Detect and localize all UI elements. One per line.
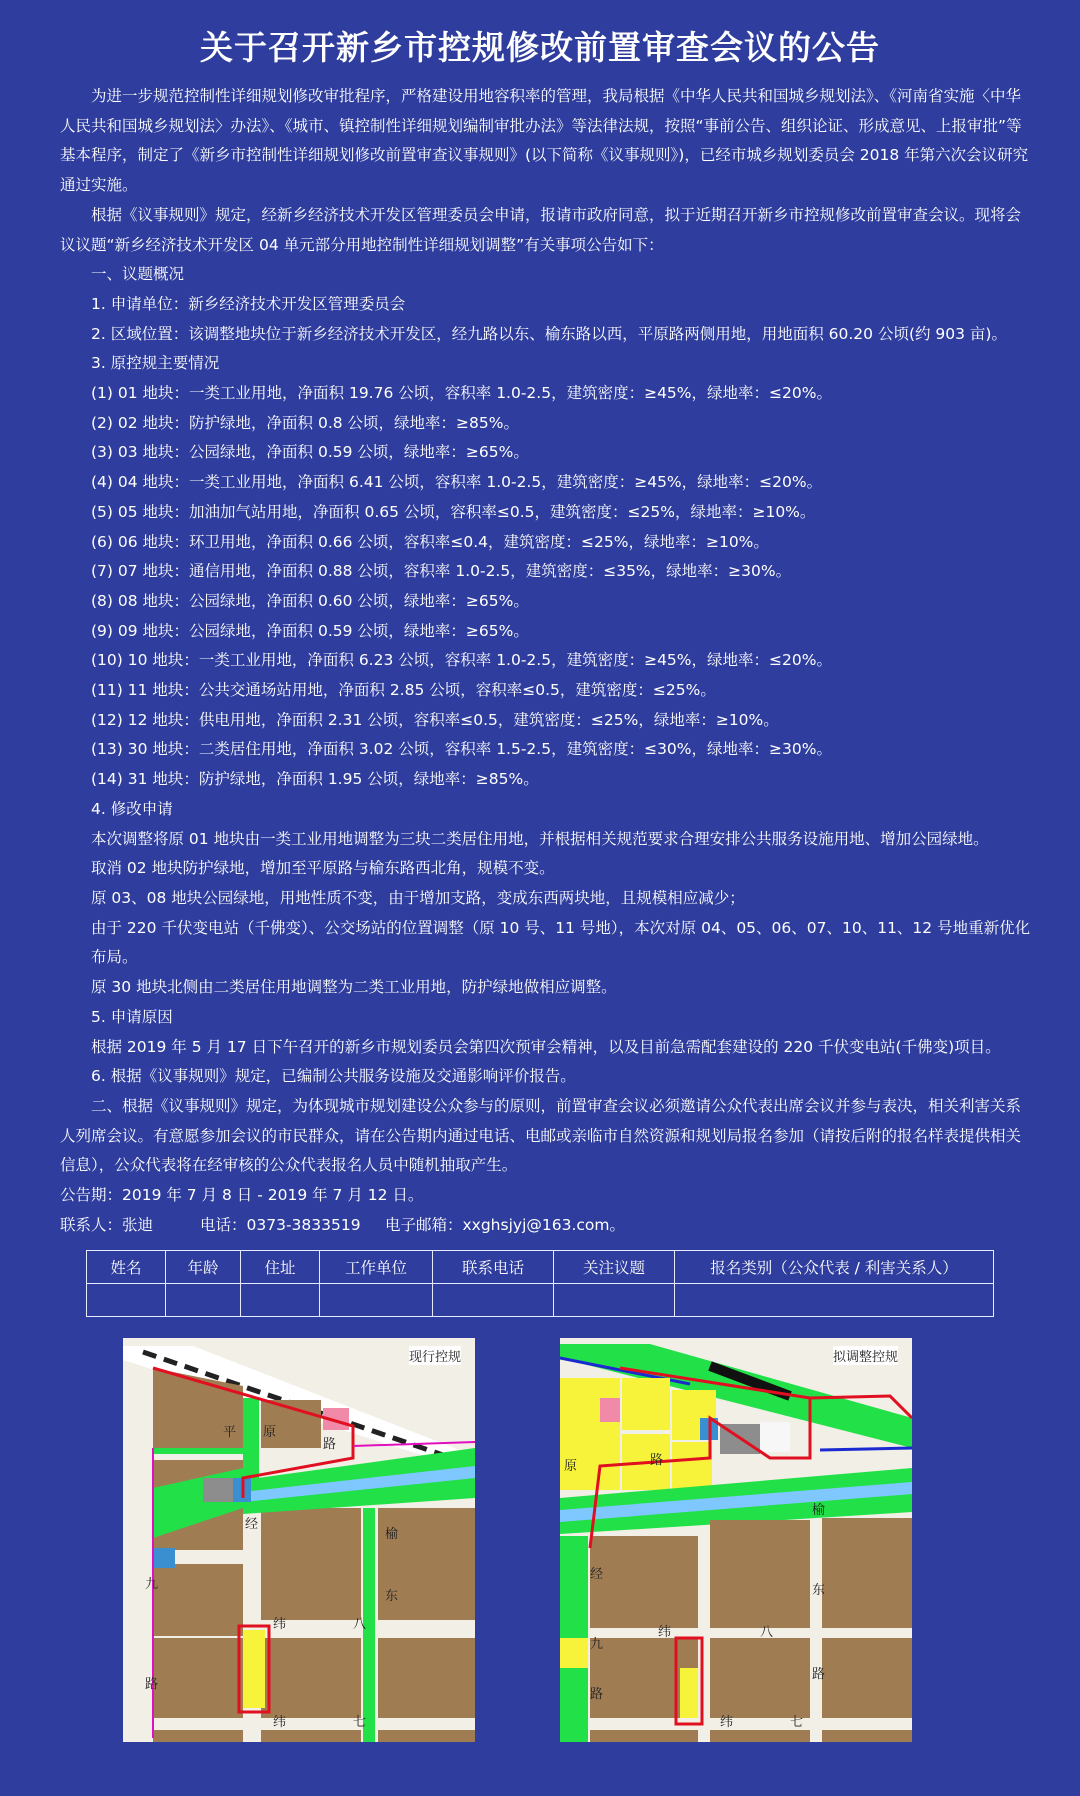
plot-item: (7) 07 地块：通信用地，净面积 0.88 公顷，容积率 1.0-2.5，建筑密度：≤35%，绿地率：≥30%。 [91,562,792,581]
road-label: 东 [385,1589,399,1604]
industrial-block [261,1730,361,1742]
current-plan-map [123,1338,475,1742]
road-label: 九 [145,1577,159,1592]
road-label: 八 [353,1617,367,1632]
road-label: 路 [650,1453,664,1468]
road-label: 路 [323,1437,337,1452]
list-item: 3. 原控规主要情况 [91,354,220,373]
residential-block [680,1668,698,1718]
list-item: 5. 申请原因 [91,1007,173,1026]
road-label: 路 [145,1677,159,1692]
utility-block [153,1548,175,1568]
intro-paragraph: 根据《议事规则》规定，经新乡经济技术开发区管理委员会申请，报请市政府同意，拟于近期召开新乡市控规修改前置审查会议。现将会议议题“新乡经济技术开发区 04 单元部分用地控制性详细规划调整”有关事项公告如下： [60,205,1022,254]
road-label: 纬 [658,1625,672,1640]
contact-phone: 电话：0373-3833519 [200,1215,361,1234]
map-label: 拟调整控规 [833,1346,898,1365]
road-label: 九 [590,1637,604,1652]
header-workplace: 工作单位 [320,1251,433,1284]
header-age: 年龄 [166,1251,241,1284]
road-label: 经 [245,1517,259,1532]
plot-item: (5) 05 地块：加油加气站用地，净面积 0.65 公顷，容积率≤0.5，建筑密度：≤25%，绿地率：≥10%。 [91,502,816,521]
industrial-block [378,1730,475,1742]
change-item: 由于 220 千伏变电站（千佛变）、公交场站的位置调整（原 10 号、11 号地），本次对原 04、05、06、07、10、11、12 号地重新优化布局。 [91,918,1031,967]
unit-boundary [820,1448,912,1450]
proposed-plan-svg [560,1338,912,1742]
change-item: 本次调整将原 01 地块由一类工业用地调整为三块二类居住用地，并根据相关规范要求合理安排公共服务设施用地、增加公园绿地。 [91,829,989,848]
road-label: 纬 [720,1715,734,1730]
road-label: 东 [812,1583,826,1598]
table-cell [433,1284,554,1317]
intro-paragraph: 为进一步规范控制性详细规划修改审批程序，严格建设用地容积率的管理，我局根据《中华人民共和国城乡规划法》、《河南省实施〈中华人民共和国城乡规划法〉办法》、《城市、镇控制性详细规划编制审批办法》等法律法规，按照“事前公告、组织论证、形成意见、上报审批”等基本程序，制定了《新乡市控制性详细规划修改前置审查议事规则》(以下简称《议事规则》)，已经市城乡规划委员会 2018 年第六次会议研究通过实施。 [60,87,1029,195]
industrial-block [822,1730,912,1742]
public-service-block [600,1398,620,1422]
table-row [87,1284,994,1317]
road-label: 经 [590,1567,604,1582]
road-label: 平 [223,1425,237,1440]
change-item: 原 30 地块北侧由二类居住用地调整为二类工业用地，防护绿地做相应调整。 [91,978,617,997]
table-header-row [87,1251,994,1284]
change-item: 取消 02 地块防护绿地，增加至平原路与榆东路西北角，规模不变。 [91,859,555,878]
plot-item: (12) 12 地块：供电用地，净面积 2.31 公顷，容积率≤0.5，建筑密度：≤25%，绿地率：≥10%。 [91,710,779,729]
page-title: 关于召开新乡市控规修改前置审查会议的公告 [200,28,880,67]
table-cell [320,1284,433,1317]
plot-item: (10) 10 地块：一类工业用地，净面积 6.23 公顷，容积率 1.0-2.5，建筑密度：≥45%，绿地率：≤20%。 [91,651,832,670]
table-cell [166,1284,241,1317]
residential-block [243,1630,265,1708]
industrial-block [153,1638,243,1718]
header-category: 报名类别（公众代表 / 利害关系人） [675,1251,994,1284]
map-label: 现行控规 [409,1346,461,1365]
reason-text: 根据 2019 年 5 月 17 日下午召开的新乡市规划委员会第四次预审会精神，以及目前急需配套建设的 220 千伏变电站(千佛变)项目。 [91,1037,1001,1056]
plot-item: (11) 11 地块：公共交通场站用地，净面积 2.85 公顷，容积率≤0.5，建筑密度：≤25%。 [91,681,716,700]
road-label: 八 [760,1625,774,1640]
plot-item: (14) 31 地块：防护绿地，净面积 1.95 公顷，绿地率：≥85%。 [91,770,539,789]
header-address: 住址 [241,1251,320,1284]
plot-item: (9) 09 地块：公园绿地，净面积 0.59 公顷，绿地率：≥65%。 [91,621,529,640]
utility-block [203,1478,233,1502]
header-topic: 关注议题 [554,1251,675,1284]
table-cell [554,1284,675,1317]
road-label: 路 [590,1687,604,1702]
industrial-block [710,1638,810,1718]
plot-item: (2) 02 地块：防护绿地，净面积 0.8 公顷，绿地率：≥85%。 [91,413,519,432]
list-item: 6. 根据《议事规则》规定，已编制公共服务设施及交通影响评价报告。 [91,1067,576,1086]
industrial-block [261,1508,361,1620]
registration-form-table [86,1250,994,1317]
contact-email: 电子邮箱：xxghsjyj@163.com。 [385,1215,625,1234]
section-two-paragraph: 二、根据《议事规则》规定，为体现城市规划建设公众参与的原则，前置审查会议必须邀请公众代表出席会议并参与表决，相关利害关系人列席会议。有意愿参加会议的市民群众，请在公告期内通过电话、电邮或亲临市自然资源和规划局报名参加（请按后附的报名样表提供相关信息），公众代表将在经审核的公众代表报名人员中随机抽取产生。 [60,1096,1022,1175]
industrial-block [710,1520,810,1628]
contact-person: 联系人：张迪 [60,1215,154,1234]
proposed-plan-map [560,1338,912,1742]
header-phone: 联系电话 [433,1251,554,1284]
road-label: 七 [790,1715,804,1730]
green-belt [153,1448,243,1454]
current-plan-svg [123,1338,475,1742]
industrial-block [590,1536,698,1628]
list-item: 1. 申请单位：新乡经济技术开发区管理委员会 [91,294,406,313]
section-heading: 一、议题概况 [91,265,185,284]
plot-item: (13) 30 地块：二类居住用地，净面积 3.02 公顷，容积率 1.5-2.5，建筑密度：≤30%，绿地率：≥30%。 [91,740,832,759]
change-item: 原 03、08 地块公园绿地，用地性质不变，由于增加支路，变成东西两块地，且规模相应减少； [91,888,745,907]
residential-block [560,1638,588,1668]
road-label: 纬 [273,1715,287,1730]
industrial-block [590,1730,698,1742]
residential-block [622,1378,670,1430]
plot-item: (6) 06 地块：环卫用地，净面积 0.66 公顷，容积率≤0.4，建筑密度：≤25%，绿地率：≥10%。 [91,532,769,551]
industrial-block [710,1730,810,1742]
utility-block [760,1422,790,1452]
road-label: 原 [564,1459,578,1474]
road-label: 纬 [273,1617,287,1632]
road-label: 七 [353,1715,367,1730]
industrial-block [153,1730,243,1742]
table-cell [675,1284,994,1317]
industrial-block [822,1638,912,1718]
industrial-block [378,1638,475,1718]
road-label: 原 [263,1425,277,1440]
road-label: 路 [812,1667,826,1682]
header-name: 姓名 [87,1251,166,1284]
road-label: 榆 [385,1527,399,1542]
road-label: 榆 [812,1503,826,1518]
industrial-block [153,1564,243,1636]
contact-line [60,1211,1035,1241]
plot-item: (1) 01 地块：一类工业用地，净面积 19.76 公顷，容积率 1.0-2.5，建筑密度：≥45%，绿地率：≤20%。 [91,384,832,403]
residential-block [672,1442,712,1490]
announcement-body [60,82,1035,1240]
notice-period: 公告期：2019 年 7 月 8 日 - 2019 年 7 月 12 日。 [60,1186,424,1205]
industrial-block [261,1638,361,1718]
list-item: 4. 修改申请 [91,799,173,818]
list-item: 2. 区域位置：该调整地块位于新乡经济技术开发区，经九路以东、榆东路以西，平原路两侧用地，用地面积 60.20 公顷(约 903 亩)。 [91,324,1007,343]
plot-item: (8) 08 地块：公园绿地，净面积 0.60 公顷，绿地率：≥65%。 [91,591,529,610]
plot-item: (3) 03 地块：公园绿地，净面积 0.59 公顷，绿地率：≥65%。 [91,443,529,462]
industrial-block [822,1518,912,1628]
plot-item: (4) 04 地块：一类工业用地，净面积 6.41 公顷，容积率 1.0-2.5，建筑密度：≥45%，绿地率：≤20%。 [91,473,823,492]
table-cell [87,1284,166,1317]
table-cell [241,1284,320,1317]
